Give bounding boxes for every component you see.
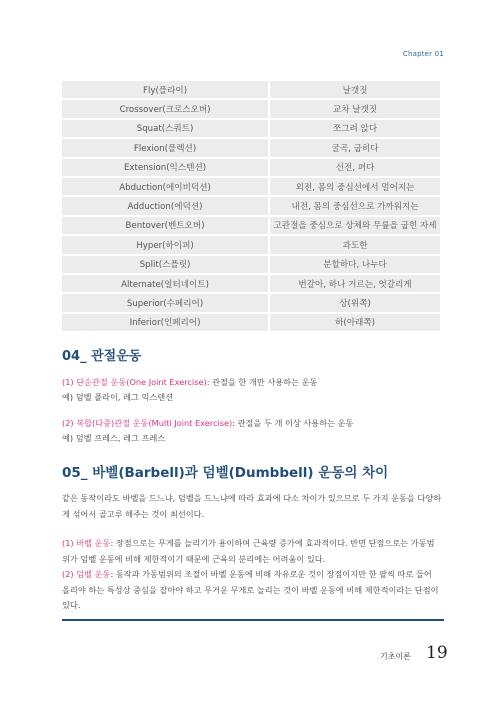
term-cell: Flexion(플렉션) xyxy=(62,139,270,156)
section-05-title: 05_ 바벨(Barbell)과 덤벨(Dumbbell) 운동의 차이 xyxy=(62,465,389,481)
footer-divider xyxy=(62,619,444,621)
term-cell: Split(스플릿) xyxy=(62,256,270,273)
term-cell: Hyper(하이퍼) xyxy=(62,236,270,253)
barbell-label: (1) 바벨 운동 xyxy=(62,538,111,548)
section-04-item-2 xyxy=(62,418,353,429)
section-05-barbell xyxy=(62,536,442,567)
terms-row xyxy=(62,294,440,311)
footer-section-label: 기초이론 xyxy=(380,652,411,661)
meaning-cell: 하(아래쪽) xyxy=(270,314,440,331)
term-cell: Abduction(에이비덕션) xyxy=(62,178,270,195)
terms-row xyxy=(62,314,440,331)
meaning-cell: 과도한 xyxy=(270,236,440,253)
meaning-cell: 번갈아, 하나 거르는, 엇갈리게 xyxy=(270,275,440,292)
section-04-item-1-example: 예) 덤벨 플라이, 레그 익스텐션 xyxy=(62,392,174,402)
terms-row xyxy=(62,139,440,156)
terms-row xyxy=(62,236,440,253)
terms-row xyxy=(62,81,440,98)
meaning-cell: 신전, 펴다 xyxy=(270,159,440,176)
meaning-cell: 날갯짓 xyxy=(270,81,440,98)
terms-row xyxy=(62,120,440,137)
item-1-text: : 관절을 한 개만 사용하는 운동 xyxy=(206,377,318,387)
dumbbell-text: : 동작과 가동범위의 조절이 바벨 운동에 비해 자유로운 것이 장점이지만 한 팔씩 따로 들어 올리야 하는 특성상 중심을 잡아야 하고 무거운 무게로 늘리는 것이 바벨 운동에 비해 제한적이라는 단점이 있다. xyxy=(62,569,439,610)
meaning-cell: 쪼그려 앉다 xyxy=(270,120,440,137)
dumbbell-label: (2) 덤벨 운동 xyxy=(62,569,111,579)
item-1-label: (1) 단순관절 운동(One Joint Exercise) xyxy=(62,377,207,387)
chapter-label: Chapter 01 xyxy=(402,50,444,58)
term-cell: Inferior(인페리어) xyxy=(62,314,270,331)
meaning-cell: 굴곡, 굽히다 xyxy=(270,139,440,156)
item-2-text: : 관절을 두 개 이상 사용하는 운동 xyxy=(232,418,354,428)
page-number: 19 xyxy=(426,643,448,663)
barbell-text: : 장점으로는 무게를 늘리기가 용이하여 근육량 증가에 효과적이다. 반면 단점으로는 가동범위가 덤벨 운동에 비해 제한적이기 때문에 근육의 분리에는 어려움이 있다. xyxy=(62,538,435,564)
term-cell: Squat(스쿼트) xyxy=(62,120,270,137)
section-05-dumbbell xyxy=(62,567,442,614)
terms-row xyxy=(62,197,440,214)
terms-row xyxy=(62,159,440,176)
item-2-label: (2) 복합(다중)관절 운동(Multi Joint Exercise) xyxy=(62,418,233,428)
section-04-title: 04_ 관절운동 xyxy=(62,349,142,364)
term-cell: Superior(수페리어) xyxy=(62,294,270,311)
section-04-item-2-example: 예) 덤벨 프레스, 레그 프레스 xyxy=(62,433,166,443)
term-cell: Alternate(얼터네이트) xyxy=(62,275,270,292)
terms-row xyxy=(62,100,440,117)
meaning-cell: 외전, 몸의 중심선에서 멀어지는 xyxy=(270,178,440,195)
section-05-intro: 같은 동작이라도 바벨을 드느냐, 덤벨을 드느냐에 따라 효과에 다소 차이가 있으므로 두 가지 운동을 다양하게 섞어서 골고루 해주는 것이 최선이다. xyxy=(62,493,442,519)
meaning-cell: 상(위쪽) xyxy=(270,294,440,311)
term-cell: Fly(플라이) xyxy=(62,81,270,98)
term-cell: Bentover(벤트오버) xyxy=(62,217,270,234)
meaning-cell: 내전, 몸의 중심선으로 가까워지는 xyxy=(270,197,440,214)
section-04-item-1 xyxy=(62,377,317,388)
terms-row xyxy=(62,217,440,234)
meaning-cell: 교차 날갯짓 xyxy=(270,100,440,117)
terms-row xyxy=(62,256,440,273)
meaning-cell: 고관절을 중심으로 상체와 무릎을 굽힌 자세 xyxy=(270,217,440,234)
meaning-cell: 분할하다, 나누다 xyxy=(270,256,440,273)
terms-row xyxy=(62,178,440,195)
term-cell: Crossover(크로스오버) xyxy=(62,100,270,117)
term-cell: Adduction(에덕션) xyxy=(62,197,270,214)
terms-table xyxy=(62,79,440,333)
terms-row xyxy=(62,275,440,292)
term-cell: Extension(익스텐션) xyxy=(62,159,270,176)
